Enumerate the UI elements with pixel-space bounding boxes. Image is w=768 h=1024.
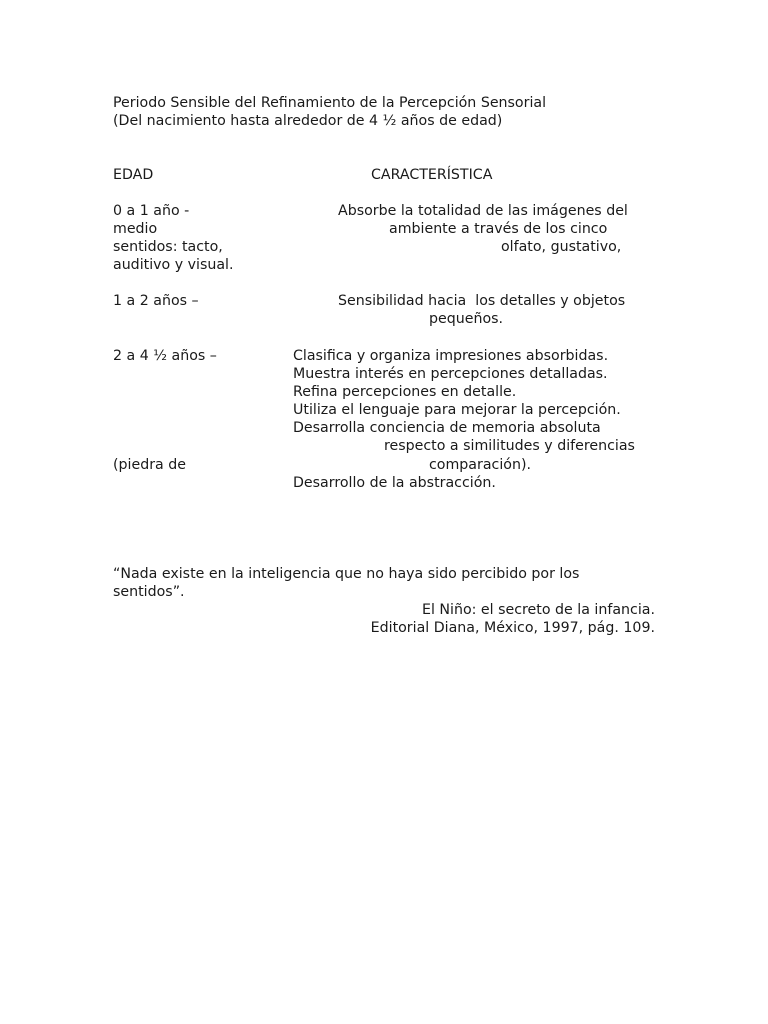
stage3-text: Desarrolla conciencia de memoria absoluta: [293, 420, 601, 436]
stage3-text: Desarrollo de la abstracción.: [293, 475, 496, 491]
header-age: EDAD: [113, 167, 154, 183]
stage2-age: 1 a 2 años –: [113, 293, 199, 309]
title-line-1: Periodo Sensible del Refinamiento de la Percepción Sensorial: [113, 95, 547, 111]
stage1-text: auditivo y visual.: [113, 257, 234, 273]
stage3-text: respecto a similitudes y diferencias: [384, 438, 635, 454]
quote-source-title: El Niño: el secreto de la infancia.: [422, 602, 655, 618]
stage2-text: Sensibilidad hacia los detalles y objetos: [338, 293, 626, 309]
stage1-text: olfato, gustativo,: [501, 239, 622, 255]
stage3-text: Muestra interés en percepciones detalladas.: [293, 366, 608, 382]
stage3-text: Refina percepciones en detalle.: [293, 384, 517, 400]
stage1-text: Absorbe la totalidad de las imágenes del: [338, 203, 628, 219]
header-characteristic: CARACTERÍSTICA: [371, 167, 493, 183]
stage1-text: ambiente a través de los cinco: [389, 221, 608, 237]
quote-line-1: “Nada existe en la inteligencia que no haya sido percibido por los: [113, 566, 580, 582]
quote-source-publisher: Editorial Diana, México, 1997, pág. 109.: [370, 620, 655, 636]
title-line-2: (Del nacimiento hasta alrededor de 4 ½ años de edad): [113, 113, 503, 129]
quote-line-2: sentidos”.: [113, 584, 185, 600]
stage3-text: Utiliza el lenguaje para mejorar la percepción.: [293, 402, 621, 418]
stage3-text: (piedra de: [113, 457, 186, 473]
stage1-age: 0 a 1 año -: [113, 203, 190, 219]
stage3-text: Clasifica y organiza impresiones absorbidas.: [293, 348, 609, 364]
stage1-text: medio: [113, 221, 158, 237]
stage1-text: sentidos: tacto,: [113, 239, 223, 255]
stage3-text: comparación).: [429, 457, 531, 473]
stage2-text: pequeños.: [429, 311, 504, 327]
stage3-age: 2 a 4 ½ años –: [113, 348, 217, 364]
